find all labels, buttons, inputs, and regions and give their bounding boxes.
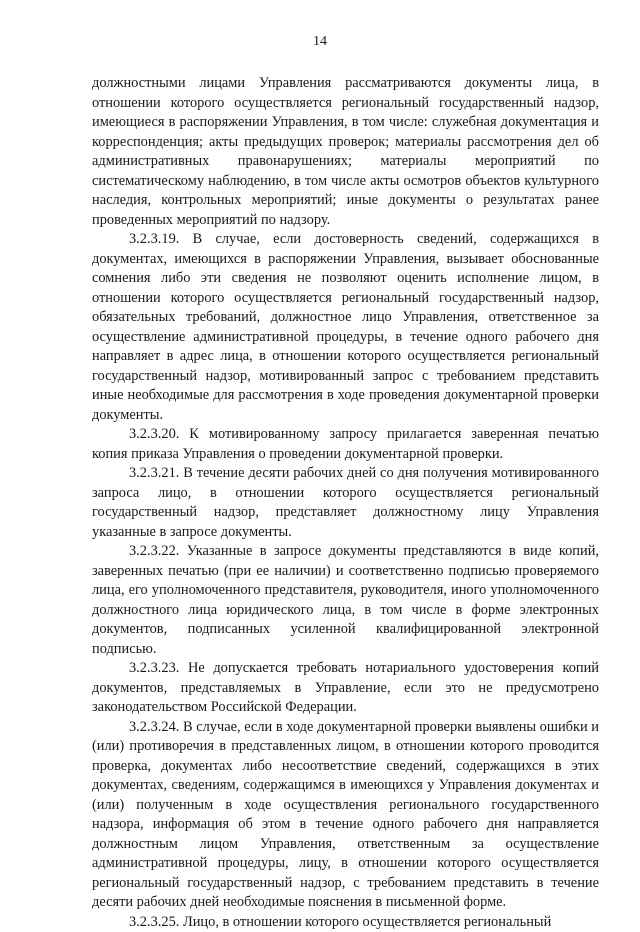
- document-body: [92, 74, 599, 932]
- paragraph-3-2-3-20: 3.2.3.20. К мотивированному запросу прилагается заверенная печатью копия приказа Управления о проведении документарной проверки.: [92, 425, 599, 464]
- paragraph-3-2-3-24: 3.2.3.24. В случае, если в ходе документарной проверки выявлены ошибки и (или) противоречия в представленных лицом, в отношении которого проводится проверка, документах либо несоответствие сведений, содержащихся в этих документах, сведениям, содержащимся в имеющихся у Управления документах и (или) полученным в ходе осуществления регионального государственного надзора, информация об этом в течение одного рабочего дня направляется должностным лицом Управления, ответственным за осуществление административной процедуры, лицу, в отношении которого осуществляется региональный государственный надзор, с требованием представить в течение десяти рабочих дней необходимые пояснения в письменной форме.: [92, 718, 599, 913]
- paragraph-3-2-3-22: 3.2.3.22. Указанные в запросе документы представляются в виде копий, заверенных печатью (при ее наличии) и соответственно подписью проверяемого лица, его уполномоченного представителя, руководителя, иного уполномоченного должностного лица юридического лица, в том числе в форме электронных документов, подписанных усиленной квалифицированной электронной подписью.: [92, 542, 599, 659]
- paragraph-3-2-3-25: 3.2.3.25. Лицо, в отношении которого осуществляется региональный: [92, 913, 599, 932]
- paragraph-3-2-3-21: 3.2.3.21. В течение десяти рабочих дней со дня получения мотивированного запроса лицо, в отношении которого осуществляется региональный государственный надзор, представляет должностному лицу Управления указанные в запросе документы.: [92, 464, 599, 542]
- page-number: 14: [0, 34, 640, 50]
- paragraph-3-2-3-23: 3.2.3.23. Не допускается требовать нотариального удостоверения копий документов, представляемых в Управление, если это не предусмотрено законодательством Российской Федерации.: [92, 659, 599, 718]
- paragraph-3-2-3-19: 3.2.3.19. В случае, если достоверность сведений, содержащихся в документах, имеющихся в распоряжении Управления, вызывает обоснованные сомнения либо эти сведения не позволяют оценить исполнение лицом, в отношении которого осуществляется региональный государственный надзор, обязательных требований, должностное лицо Управления, ответственное за осуществление административной процедуры, в течение одного рабочего дня направляет в адрес лица, в отношении которого осуществляется региональный государственный надзор, мотивированный запрос с требованием представить иные необходимые для рассмотрения в ходе проведения документарной проверки документы.: [92, 230, 599, 425]
- paragraph-continuation: должностными лицами Управления рассматриваются документы лица, в отношении которого осуществляется региональный государственный надзор, имеющиеся в распоряжении Управления, в том числе: служебная документация и корреспонденция; акты предыдущих проверок; материалы рассмотрения дел об административных правонарушениях; материалы мероприятий по систематическому наблюдению, в том числе акты осмотров объектов культурного наследия, контрольных мероприятий; иные документы о результатах ранее проведенных мероприятий по надзору.: [92, 74, 599, 230]
